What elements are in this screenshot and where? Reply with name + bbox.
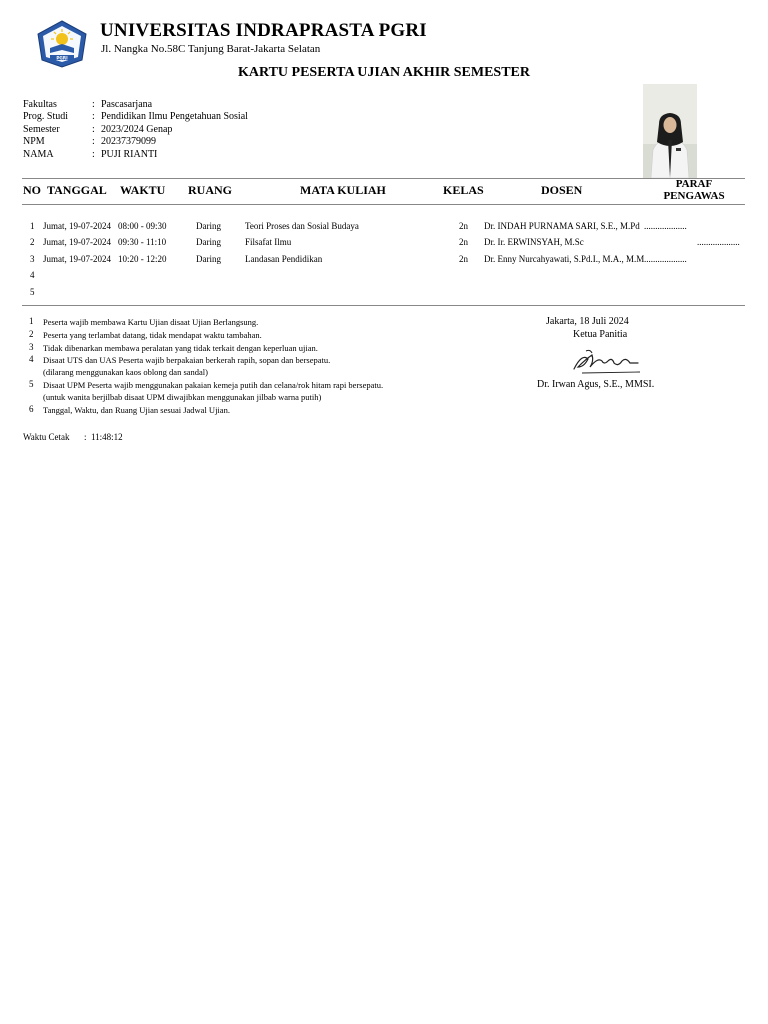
info-value-semester: 2023/2024 Genap: [101, 124, 173, 135]
signature-name: Dr. Irwan Agus, S.E., MMSI.: [537, 379, 655, 390]
row-tanggal: Jumat, 19-07-2024: [43, 254, 111, 264]
row-tanggal: Jumat, 19-07-2024: [43, 237, 111, 247]
rule-number: 6: [29, 404, 34, 414]
rule-text: Disaat UPM Peserta wajib menggunakan pakaian kemeja putih dan celana/rok hitam rapi bersepatu.: [43, 380, 384, 390]
rule-text: Disaat UTS dan UAS Peserta wajib berpakaian berkerah rapih, sopan dan bersepatu.: [43, 355, 331, 365]
rule-text-continued: (untuk wanita berjilbab disaat UPM diwajibkan menggunakan jilbab warna putih): [43, 392, 322, 402]
info-label-npm: NPM: [23, 136, 45, 147]
student-photo: [643, 84, 697, 178]
header-paraf-line1: PARAF: [675, 178, 713, 190]
row-waktu: 10:20 - 12:20: [118, 254, 167, 264]
row-no: 3: [30, 254, 35, 264]
card-title: KARTU PESERTA UJIAN AKHIR SEMESTER: [237, 65, 531, 80]
print-time-value: 11:48:12: [91, 432, 123, 442]
row-ruang: Daring: [196, 237, 221, 247]
info-colon: :: [92, 99, 95, 110]
info-value-nama: PUJI RIANTI: [101, 149, 158, 160]
row-no: 5: [30, 287, 35, 297]
row-ruang: Daring: [196, 254, 221, 264]
row-dosen: Dr. INDAH PURNAMA SARI, S.E., M.Pd: [484, 221, 640, 231]
row-paraf: ...................: [644, 254, 687, 264]
rule-number: 2: [29, 329, 34, 339]
info-value-npm: 20237379099: [101, 136, 156, 147]
signature-place-date: Jakarta, 18 Juli 2024: [546, 316, 629, 327]
print-time-label: Waktu Cetak: [23, 432, 70, 442]
rule-number: 4: [29, 354, 34, 364]
info-label-prodi: Prog. Studi: [23, 111, 69, 122]
rule-text: Tanggal, Waktu, dan Ruang Ujian sesuai Jadwal Ujian.: [43, 405, 230, 415]
header-no: NO: [23, 183, 41, 197]
info-value-fakultas: Pascasarjana: [101, 99, 153, 110]
rule-text: Peserta wajib membawa Kartu Ujian disaat Ujian Berlangsung.: [43, 317, 259, 327]
header-tanggal: TANGGAL: [47, 183, 107, 197]
row-mata-kuliah: Teori Proses dan Sosial Budaya: [245, 221, 359, 231]
info-colon: :: [92, 136, 95, 147]
rule-number: 3: [29, 342, 34, 352]
info-value-prodi: Pendidikan Ilmu Pengetahuan Sosial: [101, 111, 248, 122]
row-ruang: Daring: [196, 221, 221, 231]
row-waktu: 09:30 - 11:10: [118, 237, 167, 247]
rule-text: Tidak dibenarkan membawa peralatan yang tidak terkait dengan keperluan ujian.: [43, 343, 318, 353]
university-logo: [36, 20, 88, 68]
info-colon: :: [92, 124, 95, 135]
row-dosen: Dr. Enny Nurcahyawati, S.Pd.I., M.A., M.M: [484, 254, 645, 264]
row-no: 1: [30, 221, 35, 231]
university-address: Jl. Nangka No.58C Tanjung Barat-Jakarta Selatan: [101, 43, 321, 55]
header-ruang: RUANG: [188, 183, 232, 197]
row-tanggal: Jumat, 19-07-2024: [43, 221, 111, 231]
rule-number: 1: [29, 316, 34, 326]
signature-role: Ketua Panitia: [573, 329, 628, 340]
info-label-semester: Semester: [23, 124, 60, 135]
header-mata-kuliah: MATA KULIAH: [300, 183, 386, 197]
header-dosen: DOSEN: [541, 183, 583, 197]
row-mata-kuliah: Filsafat Ilmu: [245, 237, 292, 247]
row-no: 2: [30, 237, 35, 247]
header-paraf-line2: PENGAWAS: [663, 190, 725, 202]
table-bottom-rule: [22, 305, 745, 306]
handwritten-signature: [568, 345, 642, 375]
rule-text: Peserta yang terlambat datang, tidak mendapat waktu tambahan.: [43, 330, 262, 340]
university-name: UNIVERSITAS INDRAPRASTA PGRI: [100, 20, 427, 41]
row-paraf: ...................: [644, 221, 687, 231]
info-label-nama: NAMA: [23, 149, 54, 160]
table-header-rule: [22, 204, 745, 205]
info-colon: :: [92, 149, 95, 160]
print-time-colon: :: [84, 432, 87, 442]
rule-number: 5: [29, 379, 34, 389]
row-no: 4: [30, 270, 35, 280]
rule-text-continued: (dilarang menggunakan kaos oblong dan sandal): [43, 367, 208, 377]
logo-text: PGRI: [56, 55, 68, 61]
table-top-rule: [22, 178, 745, 179]
row-kelas: 2n: [459, 254, 468, 264]
info-label-fakultas: Fakultas: [23, 99, 57, 110]
header-waktu: WAKTU: [120, 183, 166, 197]
row-dosen: Dr. Ir. ERWINSYAH, M.Sc: [484, 237, 584, 247]
row-waktu: 08:00 - 09:30: [118, 221, 167, 231]
info-colon: :: [92, 111, 95, 122]
row-kelas: 2n: [459, 221, 468, 231]
header-paraf-pengawas: [655, 178, 733, 202]
header-kelas: KELAS: [443, 183, 484, 197]
row-kelas: 2n: [459, 237, 468, 247]
row-paraf: ...................: [697, 237, 740, 247]
row-mata-kuliah: Landasan Pendidikan: [245, 254, 323, 264]
